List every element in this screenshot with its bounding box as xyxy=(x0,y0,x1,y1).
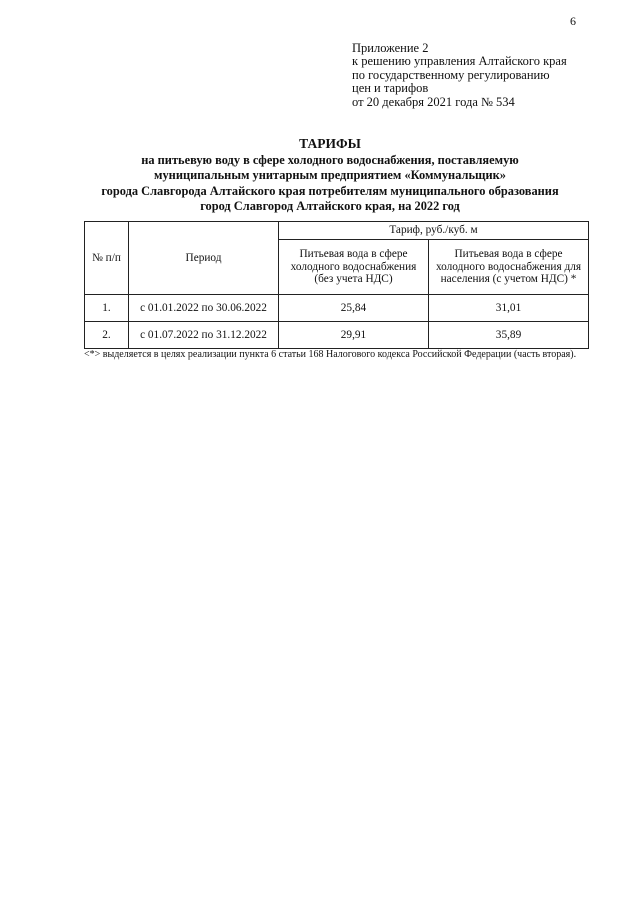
title-line: муниципальным унитарным предприятием «Коммунальщик» xyxy=(154,168,506,183)
appendix-line: по государственному регулированию xyxy=(352,67,550,82)
title-line: города Славгорода Алтайского края потребителям муниципального образования xyxy=(101,183,559,198)
cell-population: 35,89 xyxy=(429,322,589,349)
appendix-line: цен и тарифов xyxy=(352,81,429,96)
cell-number: 1. xyxy=(85,295,129,322)
appendix-line: к решению управления Алтайского края xyxy=(352,54,567,69)
document-title xyxy=(60,136,600,215)
tariff-table xyxy=(84,221,589,349)
table-row xyxy=(85,322,589,349)
appendix-line: Приложение 2 xyxy=(352,41,429,55)
title-line: город Славгород Алтайского края, на 2022 год xyxy=(200,199,460,214)
table-row xyxy=(85,295,589,322)
header-without-vat: Питьевая вода в сфере холодного водоснабжения (без учета НДС) xyxy=(279,240,429,295)
page-number: 6 xyxy=(570,14,576,28)
cell-period: с 01.07.2022 по 31.12.2022 xyxy=(129,322,279,349)
appendix-line: от 20 декабря 2021 года № 534 xyxy=(352,94,515,109)
cell-population: 31,01 xyxy=(429,295,589,322)
appendix-note xyxy=(352,42,567,109)
cell-number: 2. xyxy=(85,322,129,349)
title-main: ТАРИФЫ xyxy=(299,136,361,151)
header-period: Период xyxy=(129,222,279,295)
cell-without-vat: 25,84 xyxy=(279,295,429,322)
footnote: <*> выделяется в целях реализации пункта 6 статьи 168 Налогового кодекса Российской Федерации (часть вторая). xyxy=(84,349,577,360)
table-header-row xyxy=(85,222,589,240)
header-tariff-group: Тариф, руб./куб. м xyxy=(279,222,589,240)
header-number: № п/п xyxy=(85,222,129,295)
cell-without-vat: 29,91 xyxy=(279,322,429,349)
title-line: на питьевую воду в сфере холодного водоснабжения, поставляемую xyxy=(141,152,519,167)
cell-period: с 01.01.2022 по 30.06.2022 xyxy=(129,295,279,322)
header-population: Питьевая вода в сфере холодного водоснабжения для населения (с учетом НДС) * xyxy=(429,240,589,295)
